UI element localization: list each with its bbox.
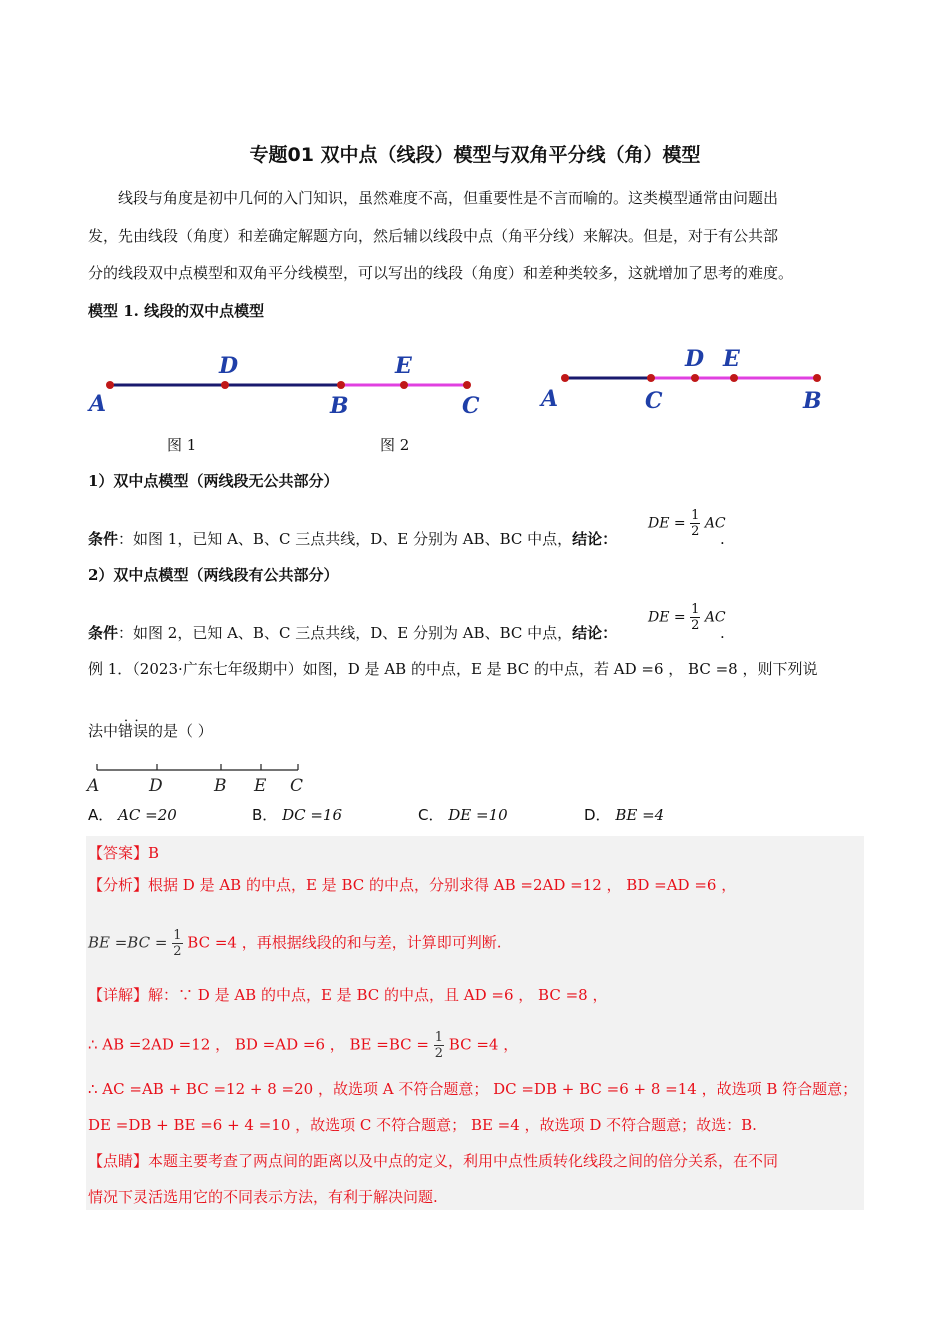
- label-e: E: [723, 346, 740, 372]
- figure-2-caption: 图 2: [380, 436, 410, 454]
- analysis-line-2: [88, 928, 501, 959]
- conclusion-label: 结论：: [572, 624, 618, 642]
- fraction: [690, 602, 700, 633]
- seg-label-a: A: [87, 776, 100, 796]
- conclusion-label: 结论：: [572, 530, 618, 548]
- intro-line: 线段与角度是初中几何的入门知识，虽然难度不高，但重要性是不言而喻的。这类模型通常由问题出: [118, 189, 779, 207]
- condition-text: ：如图 2，已知 A、B、C 三点共线，D、E 分别为 AB、BC 中点，: [118, 624, 573, 642]
- label-a: A: [89, 391, 107, 417]
- fraction: [434, 1030, 444, 1061]
- label-c: C: [645, 388, 663, 414]
- option-letter: D．: [584, 806, 611, 824]
- detail-line-1: 【详解】解：∵ D 是 AB 的中点，E 是 BC 的中点，且 AD =6 ， BC =8 ，: [88, 986, 608, 1004]
- case2-heading: 2）双中点模型（两线段有公共部分）: [88, 566, 339, 584]
- label-b: B: [803, 388, 822, 414]
- point-a: [106, 381, 114, 389]
- detail-text: ∴ AB =2AD =12 ， BD =AD =6 ， BE =BC =: [88, 1035, 429, 1054]
- case2-period: .: [720, 624, 725, 642]
- fraction-denominator: 2: [691, 524, 700, 539]
- label-d: D: [219, 353, 239, 379]
- option-b[interactable]: [252, 804, 342, 825]
- point-e: [730, 374, 738, 382]
- intro-paragraph: [88, 180, 868, 217]
- page-title: 专题01 双中点（线段）模型与双角平分线（角）模型: [249, 144, 701, 166]
- condition-label: 条件: [88, 530, 119, 548]
- option-expr: BE =4: [615, 806, 665, 824]
- point-c: [647, 374, 655, 382]
- label-a: A: [541, 386, 559, 412]
- fraction: [172, 928, 182, 959]
- label-d: D: [685, 346, 705, 372]
- fraction: [690, 508, 700, 539]
- point-e: [400, 381, 408, 389]
- option-letter: B．: [252, 806, 278, 824]
- option-d[interactable]: [584, 804, 664, 825]
- point-d: [691, 374, 699, 382]
- option-letter: C．: [418, 806, 444, 824]
- seg-label-e: E: [254, 776, 267, 796]
- intro-line: 发，先由线段（角度）和差确定解题方向，然后辅以线段中点（角平分线）来解决。但是，对于有公共部: [88, 227, 779, 245]
- detail-line-3: ∴ AC =AB + BC =12 + 8 =20 ，故选项 A 不符合题意； DC =DB + BC =6 + 8 =14 ，故选项 B 符合题意；: [88, 1080, 858, 1098]
- fraction-numerator: 1: [691, 602, 700, 617]
- figure-2: [535, 340, 835, 420]
- figure-1-caption: 图 1: [167, 436, 197, 454]
- detail-line-4: DE =DB + BE =6 + 4 =10 ，故选项 C 不符合题意； BE =4 ，故选项 D 不符合题意；故选：B.: [88, 1116, 757, 1134]
- example-line-2: 法中错误的是（ ）: [88, 722, 213, 740]
- detail-line-2: [88, 1030, 518, 1061]
- option-c[interactable]: [418, 804, 508, 825]
- fraction-denominator: 2: [434, 1046, 444, 1061]
- option-a[interactable]: [88, 804, 177, 825]
- seg-label-d: D: [149, 776, 163, 796]
- point-b: [813, 374, 821, 382]
- fraction-denominator: 2: [691, 618, 700, 633]
- point-d: [221, 381, 229, 389]
- option-letter: A．: [88, 806, 114, 824]
- label-c: C: [462, 393, 480, 419]
- case1-period: .: [720, 530, 725, 548]
- label-e: E: [395, 353, 412, 379]
- analysis-text: BC =4 ，再根据线段的和与差，计算即可判断.: [187, 933, 502, 952]
- option-expr: DC =16: [282, 806, 343, 824]
- formula-rhs: AC: [704, 609, 726, 626]
- case1-formula: [648, 508, 726, 539]
- detail-text: BC =4 ，: [448, 1035, 519, 1054]
- point-c: [463, 381, 471, 389]
- example-segment-figure: [85, 760, 315, 798]
- formula-rhs: AC: [704, 515, 726, 532]
- intro-paragraph-cont: [88, 218, 868, 292]
- seg-label-c: C: [290, 776, 304, 796]
- condition-text: ：如图 1，已知 A、B、C 三点共线，D、E 分别为 AB、BC 中点，: [118, 530, 573, 548]
- condition-label: 条件: [88, 624, 119, 642]
- model1-heading: 模型 1. 线段的双中点模型: [88, 302, 265, 320]
- option-expr: AC =20: [118, 806, 177, 824]
- fraction-denominator: 2: [173, 944, 182, 959]
- seg-label-b: B: [214, 776, 227, 796]
- point-a: [561, 374, 569, 382]
- label-b: B: [330, 393, 349, 419]
- example-line-1: 例 1．（2023·广东七年级期中）如图，D 是 AB 的中点，E 是 BC 的中点，若 AD =6 ， BC =8 ，则下列说: [88, 660, 818, 678]
- point-b: [337, 381, 345, 389]
- case2-condition: [88, 622, 617, 643]
- analysis-line-1: 【分析】根据 D 是 AB 的中点，E 是 BC 的中点，分别求得 AB =2AD =12 ， BD =AD =6 ，: [88, 876, 737, 894]
- formula-lhs: DE =: [648, 609, 686, 626]
- fraction-numerator: 1: [691, 508, 700, 523]
- comment-line-1: 【点睛】本题主要考查了两点间的距离以及中点的定义，利用中点性质转化线段之间的倍分关系，在不同: [88, 1152, 779, 1170]
- figure-1: [85, 345, 495, 425]
- emphasis-dots: ．．: [124, 710, 152, 725]
- option-expr: DE =10: [448, 806, 508, 824]
- formula-lhs: DE =: [648, 515, 686, 532]
- fraction-numerator: 1: [173, 928, 182, 943]
- fraction-numerator: 1: [434, 1030, 444, 1045]
- case2-formula: [648, 602, 726, 633]
- case1-condition: [88, 528, 617, 549]
- comment-line-2: 情况下灵活选用它的不同表示方法，有利于解决问题.: [88, 1188, 438, 1206]
- intro-line: 分的线段双中点模型和双角平分线模型，可以写出的线段（角度）和差种类较多，这就增加了思考的难度。: [88, 264, 794, 282]
- case1-heading: 1）双中点模型（两线段无公共部分）: [88, 472, 339, 490]
- analysis-expr: BE =BC =: [88, 933, 168, 952]
- answer-line: 【答案】B: [88, 844, 160, 862]
